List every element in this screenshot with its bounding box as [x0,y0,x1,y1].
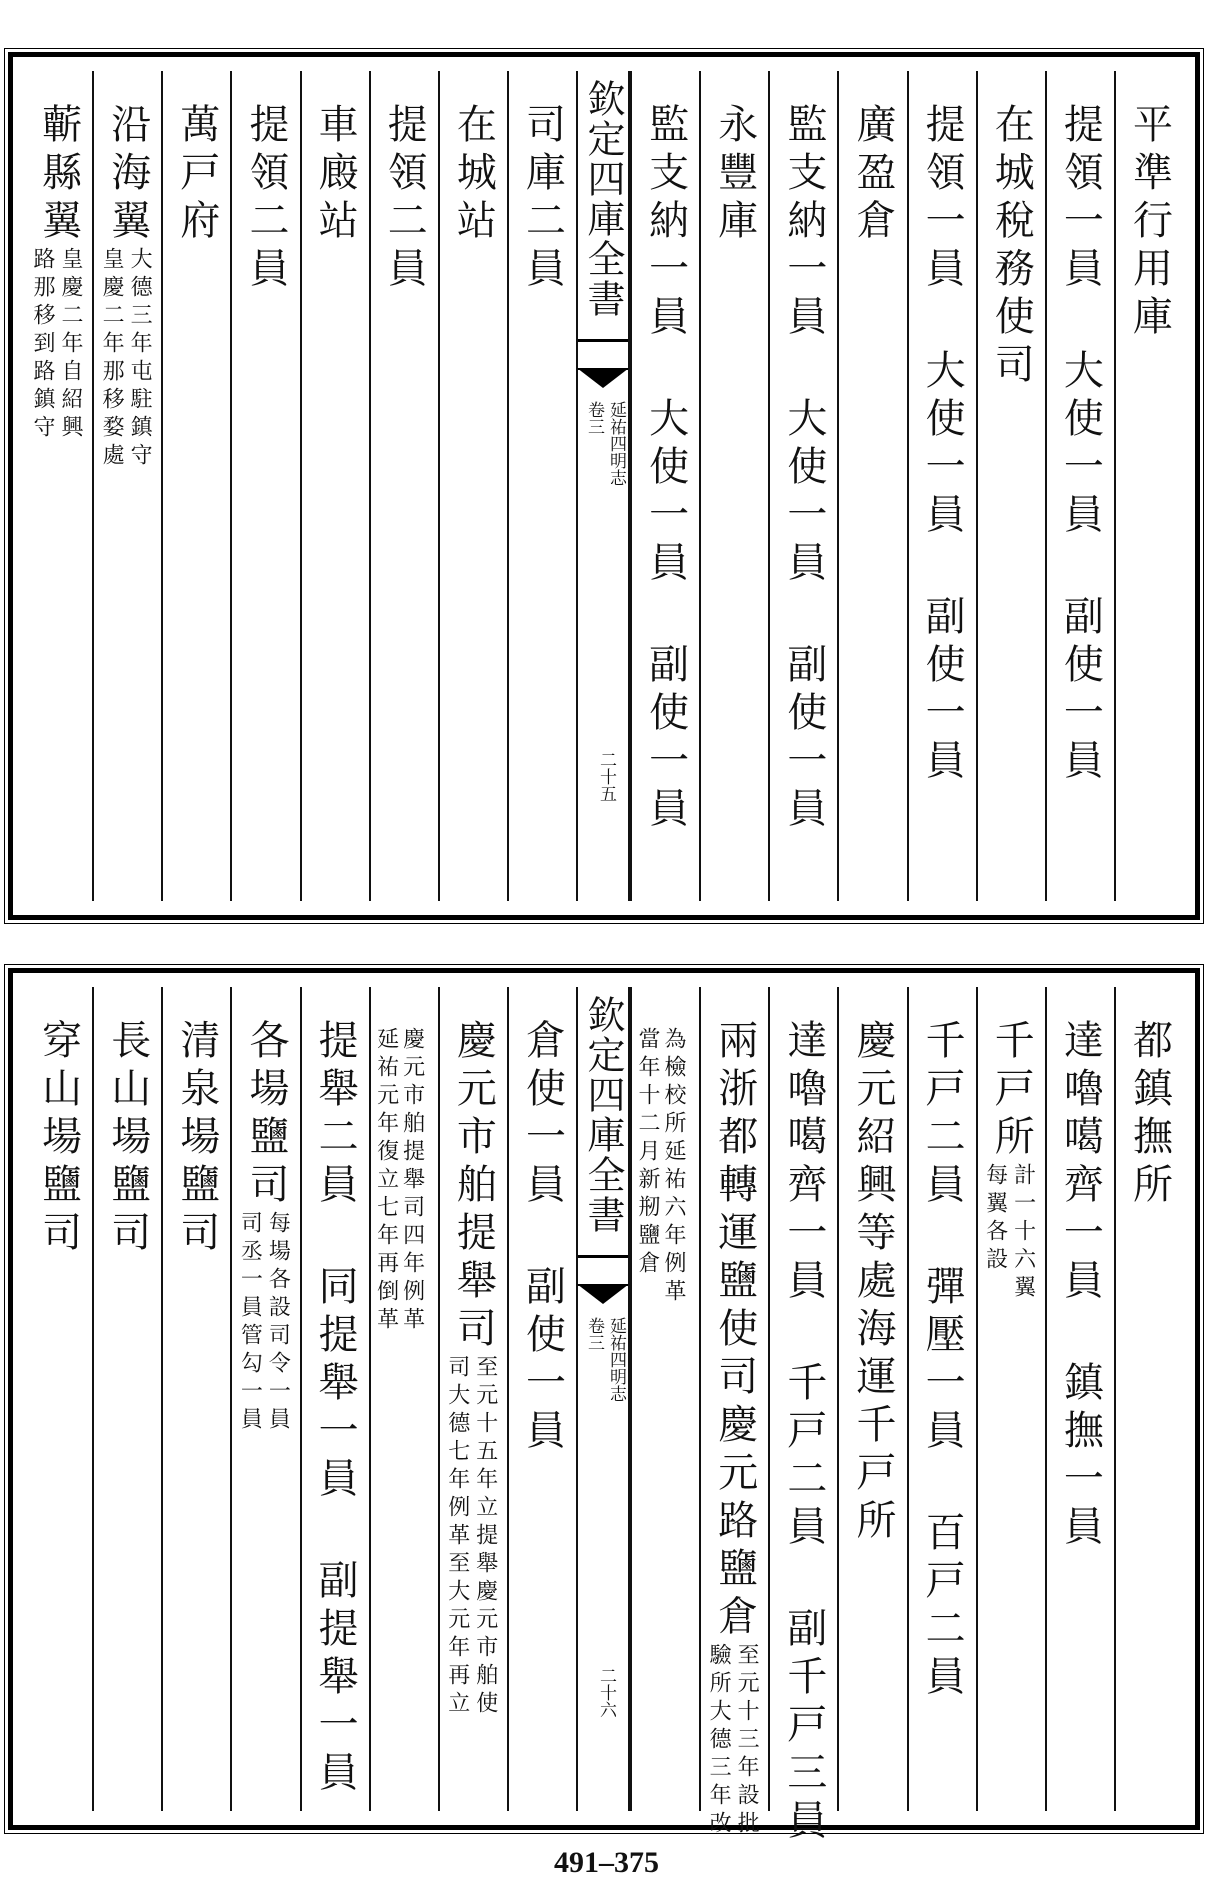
text-column [768,987,837,1847]
column-main-text: 蘄縣翼 [35,103,82,247]
column-main-text: 慶元紹興等處海運千戸所 [849,1019,896,1547]
text-column [230,71,299,901]
text-column [438,987,507,1811]
text-column [369,71,438,901]
text-column [161,71,230,901]
column-annotation: 皇慶二年那移婺處 [99,247,125,471]
column-main-text: 提舉二員 同提舉一員 副提舉一員 [312,1019,359,1799]
column-main-text: 達嚕噶齊一員 千戸二員 副千戸三員 [780,1019,827,1847]
text-column [699,71,768,901]
column-annotation: 皇慶二年自紹興 [58,247,83,443]
column-main-text: 千戸二員 彈壓一員 百戸二員 [919,1019,966,1703]
text-column [630,71,699,901]
text-column [25,71,92,901]
text-column [907,71,976,901]
column-main-text: 監支納一員 大使一員 副使一員 [780,103,827,835]
text-column [1114,987,1183,1811]
text-column [1045,71,1114,901]
text-column [161,987,230,1811]
column-main-text: 倉使一員 副使一員 [519,1019,566,1457]
page-code: 491–375 [554,1846,659,1879]
text-column [300,71,369,901]
title-note: 延祐四明志 [606,1317,626,1402]
top-page [8,52,1200,920]
column-main-text: 提領一員 大使一員 副使一員 [1057,103,1104,787]
column-annotation: 慶元市舶提舉司四年例革 [399,1027,425,1335]
column-main-text: 萬戸府 [173,103,220,247]
center-fold-column [576,987,630,1811]
column-main-text: 車廄站 [312,103,359,247]
column-main-text: 提領二員 [242,103,289,295]
column-main-text: 各場鹽司 [242,1019,289,1211]
text-column [907,987,976,1811]
text-column [230,987,299,1811]
column-main-text: 沿海翼 [104,103,151,247]
text-column [369,987,438,1811]
column-annotation: 驗所大德三年改 [706,1643,732,1839]
column-annotation: 當年十二月新剏鹽倉 [635,1027,660,1279]
text-column [837,71,906,901]
column-main-text: 廣盈倉 [849,103,896,247]
book-header: 欽定四庫全書 [581,79,625,319]
column-main-text: 達嚕噶齊一員 鎮撫一員 [1057,1019,1104,1553]
book-header: 欽定四庫全書 [581,995,625,1235]
text-column [92,987,161,1811]
column-main-text: 平準行用庫 [1126,103,1173,343]
bottom-page [8,968,1200,1847]
column-main-text: 穿山場鹽司 [35,1019,82,1259]
column-annotation: 路那移到路鎮守 [30,247,55,443]
column-main-text: 永豐庫 [711,103,758,247]
text-column [1114,71,1183,901]
column-main-text: 清泉場鹽司 [173,1019,220,1259]
volume-label: 卷三 [584,401,604,435]
text-column [630,987,699,1811]
column-annotation: 為檢校所延祐六年例革 [661,1027,686,1307]
center-fold-column [576,71,630,901]
text-column [768,71,837,901]
column-main-text: 都鎮撫所 [1126,1019,1173,1211]
column-main-text: 司庫二員 [519,103,566,295]
column-annotation: 至元十三年設批 [734,1643,760,1839]
column-annotation: 司大德七年例革至大元年再立 [444,1355,470,1719]
text-column [507,71,576,901]
fishtail-mark [578,1255,628,1286]
column-annotation: 每場各設司令一員 [265,1211,291,1435]
column-main-text: 長山場鹽司 [104,1019,151,1259]
title-note: 延祐四明志 [606,401,626,486]
column-annotation: 延祐元年復立七年再倒革 [373,1027,399,1335]
column-main-text: 千戸所 [988,1019,1035,1163]
column-main-text: 提領一員 大使一員 副使一員 [919,103,966,787]
column-main-text: 在城站 [450,103,497,247]
text-column [837,987,906,1811]
text-column [92,71,161,901]
text-column [976,987,1045,1811]
column-annotation: 計一十六翼 [1010,1163,1036,1303]
bottom-page-columns [25,987,1183,1847]
column-annotation: 大德三年屯駐鎮守 [127,247,153,471]
column-main-text: 在城稅務使司 [988,103,1035,391]
column-annotation: 每翼各設 [982,1163,1008,1275]
column-annotation: 司丞一員管勾一員 [237,1211,263,1435]
folio-number: 二十六 [596,1667,616,1718]
text-column [507,987,576,1811]
column-annotation: 至元十五年立提舉慶元市舶使 [472,1355,498,1719]
text-column [300,987,369,1811]
column-main-text: 兩浙都轉運鹽使司慶元路鹽倉 [711,1019,758,1643]
column-main-text: 慶元市舶提舉司 [450,1019,497,1355]
volume-label: 卷三 [584,1317,604,1351]
folio-number: 二十五 [596,751,616,802]
text-column [438,71,507,901]
column-main-text: 監支納一員 大使一員 副使一員 [642,103,689,835]
text-column [699,987,768,1839]
fishtail-mark [578,339,628,370]
text-column [1045,987,1114,1811]
text-column [976,71,1045,901]
text-column [25,987,92,1811]
column-main-text: 提領二員 [381,103,428,295]
top-page-columns [25,71,1183,901]
